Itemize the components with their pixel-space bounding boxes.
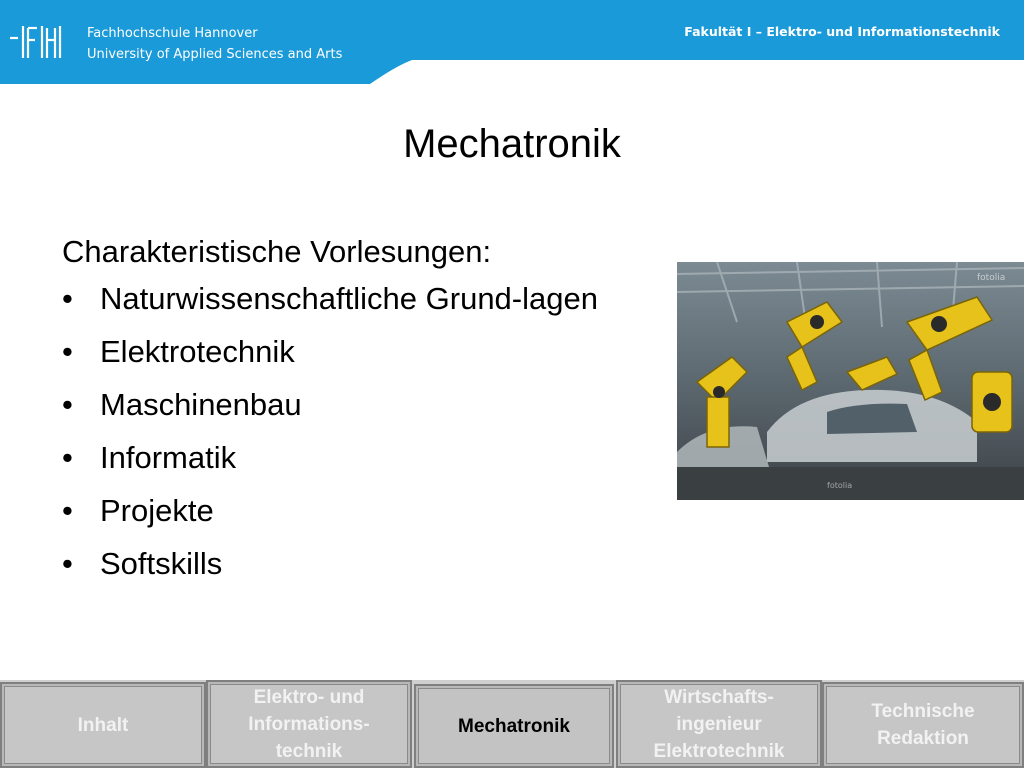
university-name (87, 23, 342, 65)
nav-button-elektro-informationstechnik[interactable] (206, 680, 412, 768)
list-item: • Maschinenbau (62, 382, 642, 428)
section-navigation (0, 680, 1024, 768)
slide-content (62, 232, 642, 594)
nav-button-wirtschaftsingenieur[interactable] (616, 680, 822, 768)
nav-button-mechatronik[interactable] (414, 684, 614, 768)
nav-button-label: Inhalt (77, 714, 129, 736)
nav-button-technische-redaktion[interactable] (822, 682, 1024, 768)
factory-robots-photo (677, 262, 1024, 500)
list-item: • Projekte (62, 488, 642, 534)
list-item: • Softskills (62, 541, 642, 587)
university-name-de: Fachhochschule Hannover (87, 26, 258, 41)
photo-watermark: fotolia (977, 273, 1006, 283)
photo-watermark: fotolia (827, 481, 853, 490)
university-name-en: University of Applied Sciences and Arts (87, 47, 343, 62)
lecture-list (62, 276, 642, 587)
fh-logo (10, 24, 68, 60)
slide-title: Mechatronik (403, 122, 621, 166)
list-item: • Informatik (62, 435, 642, 481)
header-band (0, 0, 1024, 84)
nav-button-label: Wirtschafts-ingenieur Elektrotechnik (653, 686, 785, 762)
nav-button-label: Mechatronik (458, 715, 570, 737)
nav-button-label: Technische Redaktion (871, 701, 975, 749)
content-intro: Charakteristische Vorlesungen: (62, 234, 492, 269)
list-item: • Elektrotechnik (62, 329, 642, 375)
nav-button-inhalt[interactable] (0, 682, 206, 768)
list-item: • Naturwissenschaftliche Grund-lagen (62, 276, 640, 322)
faculty-name: Fakultät I – Elektro- und Informationstechnik (684, 24, 1000, 39)
nav-button-label: Elektro- und Informations-technik (248, 686, 370, 762)
